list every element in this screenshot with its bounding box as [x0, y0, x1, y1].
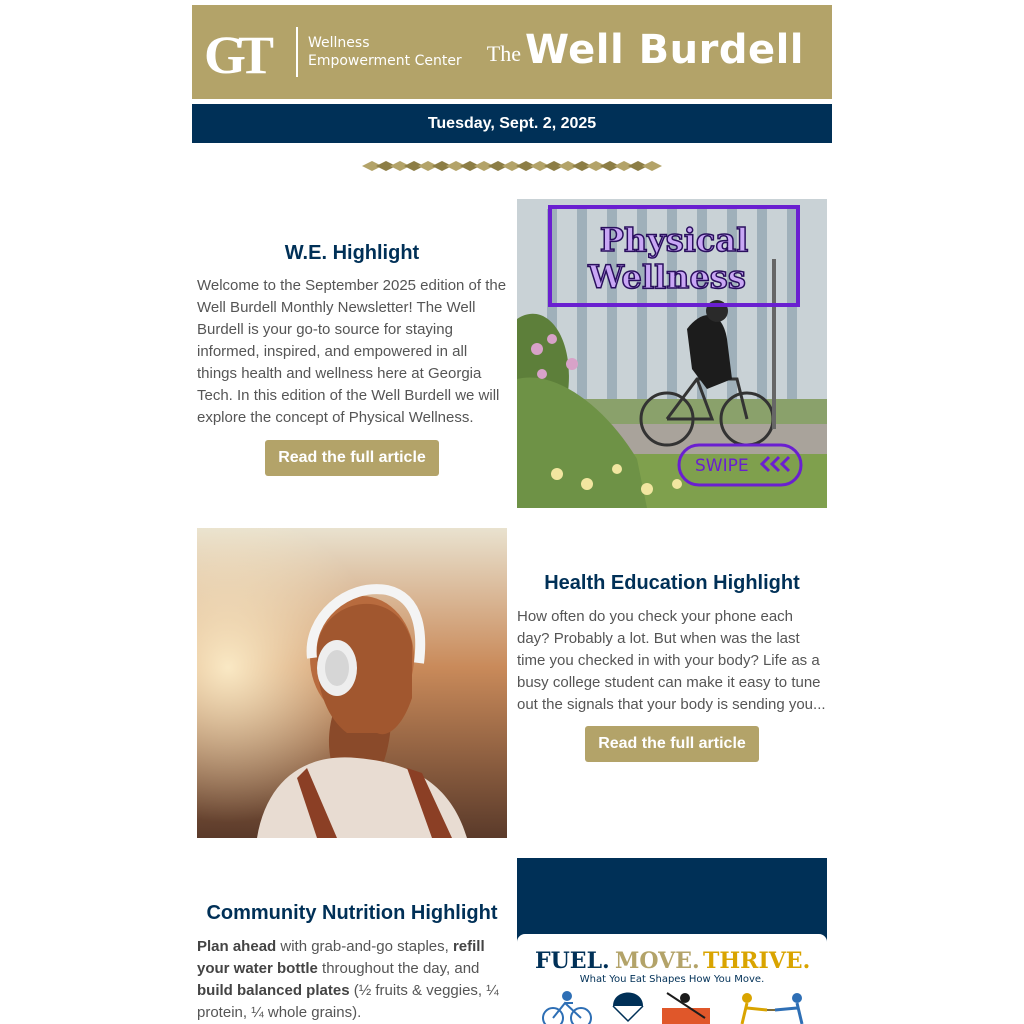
physical-wellness-image[interactable]: [517, 199, 827, 508]
we-highlight-body: Welcome to the September 2025 edition of the Well Burdell Monthly Newsletter! The Well Burdell is your go-to source for staying informed, inspired, and empowered in all things health and wellness here at Georgia Tech. In this edition of the Well Burdell we will explore the concept of Physical Wellness.: [197, 277, 507, 426]
department-name: [308, 34, 462, 70]
newsletter-brand: [487, 27, 804, 73]
health-education-body: How often do you check your phone each day? Probably a lot. But when was the last time you checked in with your body? Life as a busy college student can make it easy to tune out the signals that your body is sending you...: [517, 608, 826, 713]
headphones-student-image: [197, 528, 507, 838]
newsletter-name: Well Burdell: [524, 27, 804, 73]
image-overlay-line-1: Physical: [599, 221, 749, 259]
swipe-label: SWIPE: [695, 456, 749, 476]
gt-logo: [204, 27, 286, 79]
we-highlight-read-button[interactable]: Read the full article: [265, 440, 439, 476]
fuel-word: FUEL.: [535, 948, 610, 974]
header-divider: [296, 27, 298, 77]
community-nutrition-title: Community Nutrition Highlight: [206, 902, 498, 924]
tip-refill-water-detail: throughout the day, and: [317, 960, 480, 977]
move-word: MOVE.: [615, 948, 700, 974]
tagline: What You Eat Shapes How You Move.: [579, 974, 765, 985]
fuel-move-thrive-image: [517, 858, 827, 1024]
community-nutrition-body: [197, 936, 509, 1024]
tip-plan-ahead: Plan ahead: [197, 938, 277, 955]
tip-balanced-plates: build balanced plates: [197, 982, 350, 999]
tip-balanced-plates-detail: (½ fruits & veggies, ¼ protein, ¼ whole grains).: [197, 982, 499, 1021]
tip-plan-ahead-detail: with grab-and-go staples,: [276, 938, 453, 955]
department-line-2: Empowerment Center: [308, 53, 462, 69]
tip-refill-water: refill your water bottle: [197, 938, 485, 977]
gt-logo-text: GT: [204, 27, 267, 79]
diamond-divider: [362, 158, 662, 174]
department-line-1: Wellness: [308, 35, 370, 51]
we-highlight-title: W.E. Highlight: [284, 242, 420, 264]
health-education-read-button[interactable]: Read the full article: [585, 726, 759, 762]
newsletter-prefix: The: [486, 41, 521, 67]
health-education-title: Health Education Highlight: [544, 572, 800, 594]
thrive-word: THRIVE.: [703, 948, 811, 974]
newsletter-header: [192, 5, 832, 99]
image-overlay-line-2: Wellness: [588, 258, 746, 296]
date-bar: Tuesday, Sept. 2, 2025: [192, 104, 832, 143]
